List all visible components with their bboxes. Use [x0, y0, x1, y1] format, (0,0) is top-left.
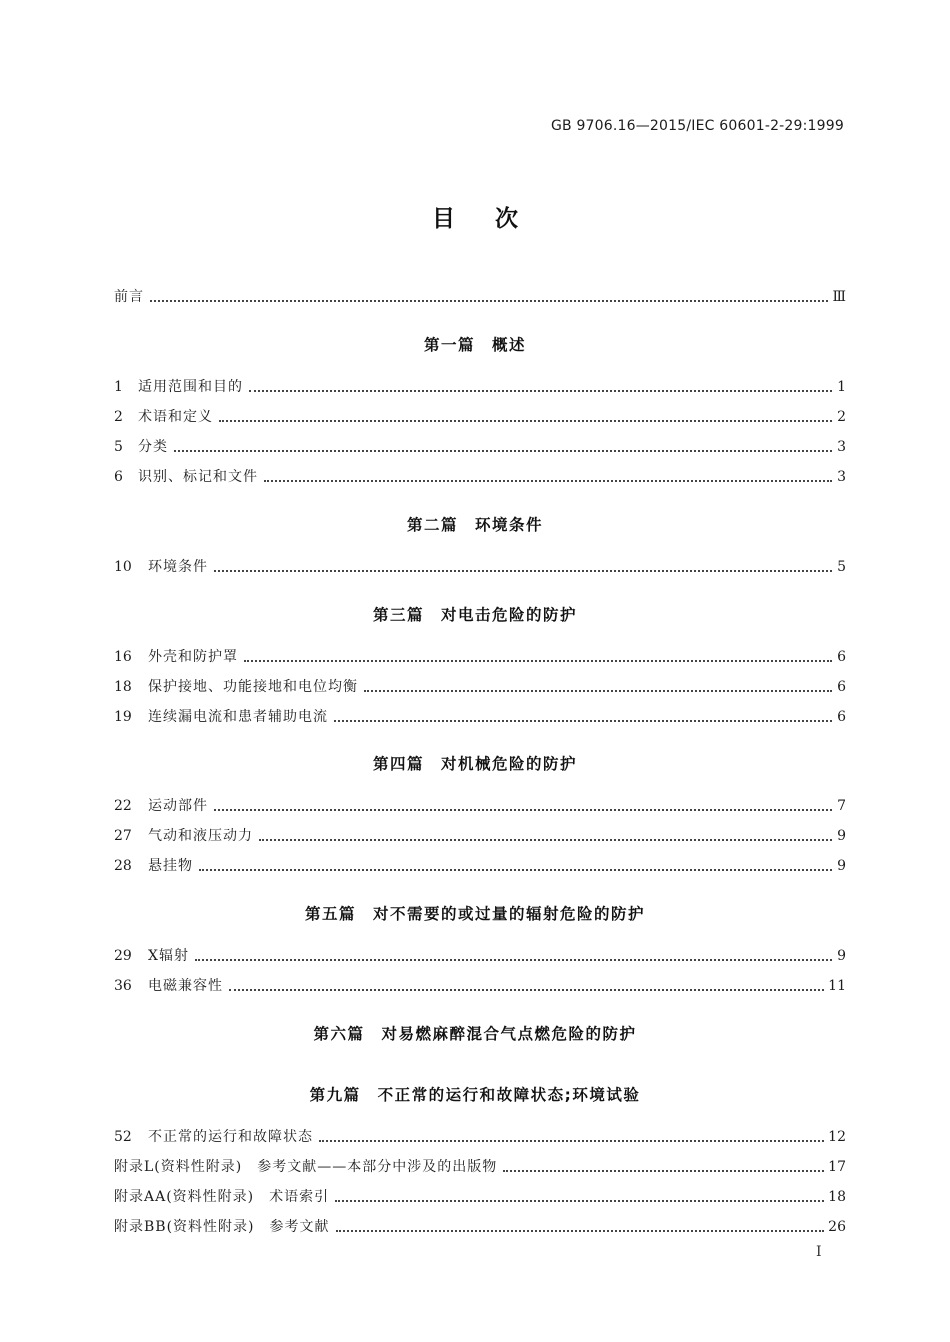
toc-entry[interactable]	[114, 1126, 846, 1148]
page-title: 目次	[432, 206, 558, 232]
toc-entry-annex[interactable]	[114, 1216, 846, 1238]
dot-leader	[150, 300, 828, 302]
toc-entry-title: 外壳和防护罩	[148, 649, 238, 665]
toc-entry-page: Ⅲ	[832, 289, 846, 305]
dot-leader	[244, 660, 832, 662]
toc-entry[interactable]	[114, 706, 846, 728]
dot-leader	[214, 809, 832, 811]
toc-entry-number: 19	[114, 709, 132, 725]
section-heading: 第一篇 概述	[423, 336, 526, 354]
toc-entry-page: 7	[837, 798, 846, 814]
toc-entry[interactable]	[114, 795, 846, 817]
toc-entry-title: 不正常的运行和故障状态	[148, 1129, 313, 1145]
toc-entry-page: 2	[837, 409, 846, 425]
dot-leader	[199, 869, 832, 871]
toc-entry-title: 分类	[138, 439, 168, 455]
dot-leader	[174, 450, 832, 452]
dot-leader	[195, 959, 832, 961]
toc-entry-title: 附录AA(资料性附录) 术语索引	[114, 1189, 330, 1205]
dot-leader	[364, 690, 832, 692]
toc-entry[interactable]	[114, 646, 846, 668]
section-heading: 第三篇 对电击危险的防护	[372, 606, 577, 624]
dot-leader	[264, 480, 832, 482]
toc-entry[interactable]	[114, 436, 846, 458]
toc-entry-number: 6	[114, 469, 123, 485]
toc-entry-title: 保护接地、功能接地和电位均衡	[148, 679, 358, 695]
toc-entry-title: 适用范围和目的	[138, 379, 243, 395]
toc-entry-page: 9	[837, 858, 846, 874]
toc-entry[interactable]	[114, 556, 846, 578]
dot-leader	[336, 1230, 825, 1232]
toc-entry-page: 9	[837, 828, 846, 844]
dot-leader	[334, 720, 832, 722]
section-heading: 第六篇 对易燃麻醉混合气点燃危险的防护	[313, 1025, 637, 1043]
toc-entry-title: 悬挂物	[148, 858, 193, 874]
toc-entry-number: 5	[114, 439, 123, 455]
toc-entry-page: 9	[837, 948, 846, 964]
toc-entry-number: 16	[114, 649, 132, 665]
toc-entry-page: 5	[837, 559, 846, 575]
section-heading: 第四篇 对机械危险的防护	[372, 755, 577, 773]
toc-entry-page: 26	[828, 1219, 846, 1235]
toc-entry-annex[interactable]	[114, 1186, 846, 1208]
toc-entry[interactable]	[114, 676, 846, 698]
section-heading: 第五篇 对不需要的或过量的辐射危险的防护	[304, 905, 645, 923]
toc-entry-annex[interactable]	[114, 1156, 846, 1178]
toc-entry-title: 电磁兼容性	[148, 978, 223, 994]
toc-entry[interactable]	[114, 855, 846, 877]
toc-entry-title: 附录BB(资料性附录) 参考文献	[114, 1219, 330, 1235]
toc-entry-number: 22	[114, 798, 132, 814]
toc-entry[interactable]	[114, 376, 846, 398]
dot-leader	[335, 1200, 824, 1202]
toc-entry-page: 3	[837, 469, 846, 485]
toc-entry-page: 11	[828, 978, 846, 994]
toc-entry-title: X辐射	[148, 948, 189, 964]
dot-leader	[214, 570, 832, 572]
dot-leader	[259, 839, 832, 841]
toc-entry-page: 1	[837, 379, 846, 395]
toc-entry-number: 29	[114, 948, 132, 964]
toc-entry[interactable]	[114, 825, 846, 847]
dot-leader	[219, 420, 832, 422]
page-number: I	[816, 1244, 822, 1260]
toc-entry-number: 28	[114, 858, 132, 874]
toc-entry-title: 前言	[114, 289, 144, 305]
toc-entry-number: 18	[114, 679, 132, 695]
toc-entry-page: 12	[828, 1129, 846, 1145]
toc-entry-page: 18	[828, 1189, 846, 1205]
toc-entry[interactable]	[114, 406, 846, 428]
toc-entry-number: 36	[114, 978, 132, 994]
toc-entry-title: 附录L(资料性附录) 参考文献——本部分中涉及的出版物	[114, 1159, 498, 1175]
toc-entry-number: 52	[114, 1129, 132, 1145]
toc-entry-number: 1	[114, 379, 123, 395]
toc-entry-title: 气动和液压动力	[148, 828, 253, 844]
toc-entry-page: 6	[837, 649, 846, 665]
toc-entry-number: 2	[114, 409, 123, 425]
section-heading: 第二篇 环境条件	[406, 516, 543, 534]
dot-leader	[319, 1140, 824, 1142]
toc-entry[interactable]	[114, 466, 846, 488]
toc-entry-title: 运动部件	[148, 798, 208, 814]
toc-entry-page: 6	[837, 679, 846, 695]
toc-entry[interactable]	[114, 945, 846, 967]
standard-code: GB 9706.16—2015/IEC 60601-2-29:1999	[550, 118, 844, 134]
dot-leader	[503, 1170, 824, 1172]
toc-entry-page: 3	[837, 439, 846, 455]
toc-entry-page: 6	[837, 709, 846, 725]
toc-entry-number: 10	[114, 559, 132, 575]
toc-entry-preface[interactable]	[114, 286, 846, 308]
toc-entry-title: 环境条件	[148, 559, 208, 575]
toc-entry-title: 连续漏电流和患者辅助电流	[148, 709, 328, 725]
toc-entry-number: 27	[114, 828, 132, 844]
dot-leader	[229, 989, 824, 991]
toc-entry[interactable]	[114, 975, 846, 997]
toc-entry-title: 识别、标记和文件	[138, 469, 258, 485]
section-heading: 第九篇 不正常的运行和故障状态;环境试验	[309, 1086, 641, 1104]
toc-entry-page: 17	[828, 1159, 846, 1175]
dot-leader	[249, 390, 832, 392]
toc-entry-title: 术语和定义	[138, 409, 213, 425]
